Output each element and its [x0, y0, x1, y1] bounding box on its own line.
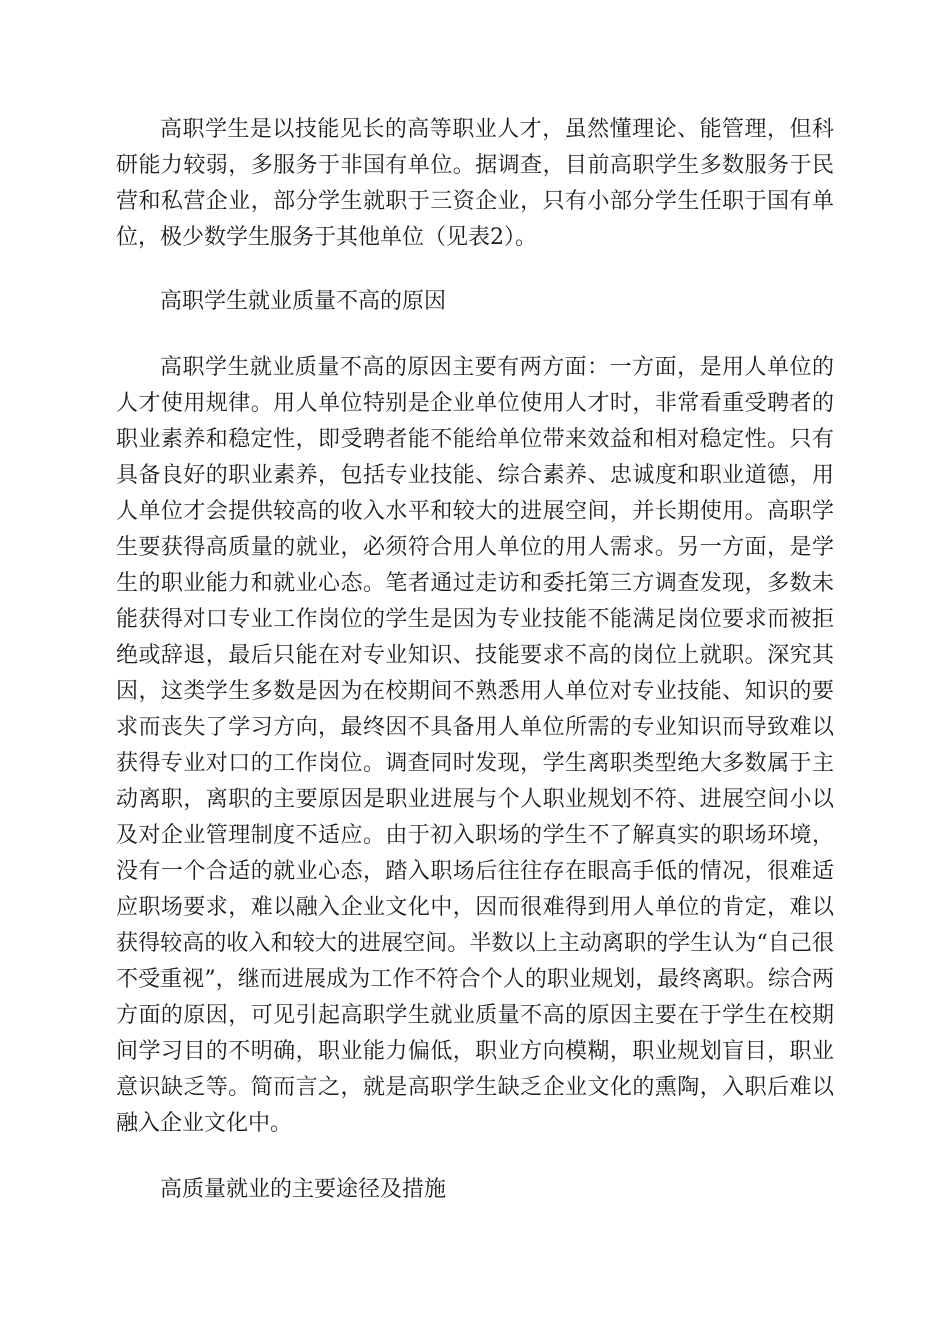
section-heading-low-quality-reasons: 高职学生就业质量不高的原因 — [160, 289, 447, 314]
document-body — [116, 112, 834, 1208]
paragraph-low-quality-reasons: 高职学生就业质量不高的原因主要有两方面：一方面，是用人单位的人才使用规律。用人单位特别是企业单位使用人才时，非常看重受聘者的职业素养和稳定性，即受聘者能不能给单位带来效益和相对稳定性。只有具备良好的职业素养，包括专业技能、综合素养、忠诚度和职业道德，用人单位才会提供较高的收入水平和较大的进展空间，并长期使用。高职学生要获得高质量的就业，必须符合用人单位的用人需求。另一方面，是学生的职业能力和就业心态。笔者通过走访和委托第三方调查发现，多数未能获得对口专业工作岗位的学生是因为专业技能不能满足岗位要求而被拒绝或辞退，最后只能在对专业知识、技能要求不高的岗位上就职。深究其因，这类学生多数是因为在校期间不熟悉用人单位对专业技能、知识的要求而丧失了学习方向，最终因不具备用人单位所需的专业知识而导致难以获得专业对口的工作岗位。调查同时发现，学生离职类型绝大多数属于主动离职，离职的主要原因是职业进展与个人职业规划不符、进展空间小以及对企业管理制度不适应。由于初入职场的学生不了解真实的职场环境，没有一个合适的就业心态，踏入职场后往往存在眼高手低的情况，很难适应职场要求，难以融入企业文化中，因而很难得到用人单位的肯定，难以获得较高的收入和较大的进展空间。半数以上主动离职的学生认为“自己很不受重视”，继而进展成为工作不符合个人的职业规划，最终离职。综合两方面的原因，可见引起高职学生就业质量不高的原因主要在于学生在校期间学习目的不明确，职业能力偏低，职业方向模糊，职业规划盲目，职业意识缺乏等。简而言之，就是高职学生缺乏企业文化的熏陶，入职后难以融入企业文化中。 — [116, 355, 834, 1136]
section-heading-main-approaches: 高质量就业的主要途径及措施 — [160, 1177, 447, 1202]
paragraph-employment-distribution: 高职学生是以技能见长的高等职业人才，虽然懂理论、能管理，但科研能力较弱，多服务于非国有单位。据调查，目前高职学生多数服务于民营和私营企业，部分学生就职于三资企业，只有小部分学生任职于国有单位，极少数学生服务于其他单位（见表2）。 — [116, 117, 834, 250]
